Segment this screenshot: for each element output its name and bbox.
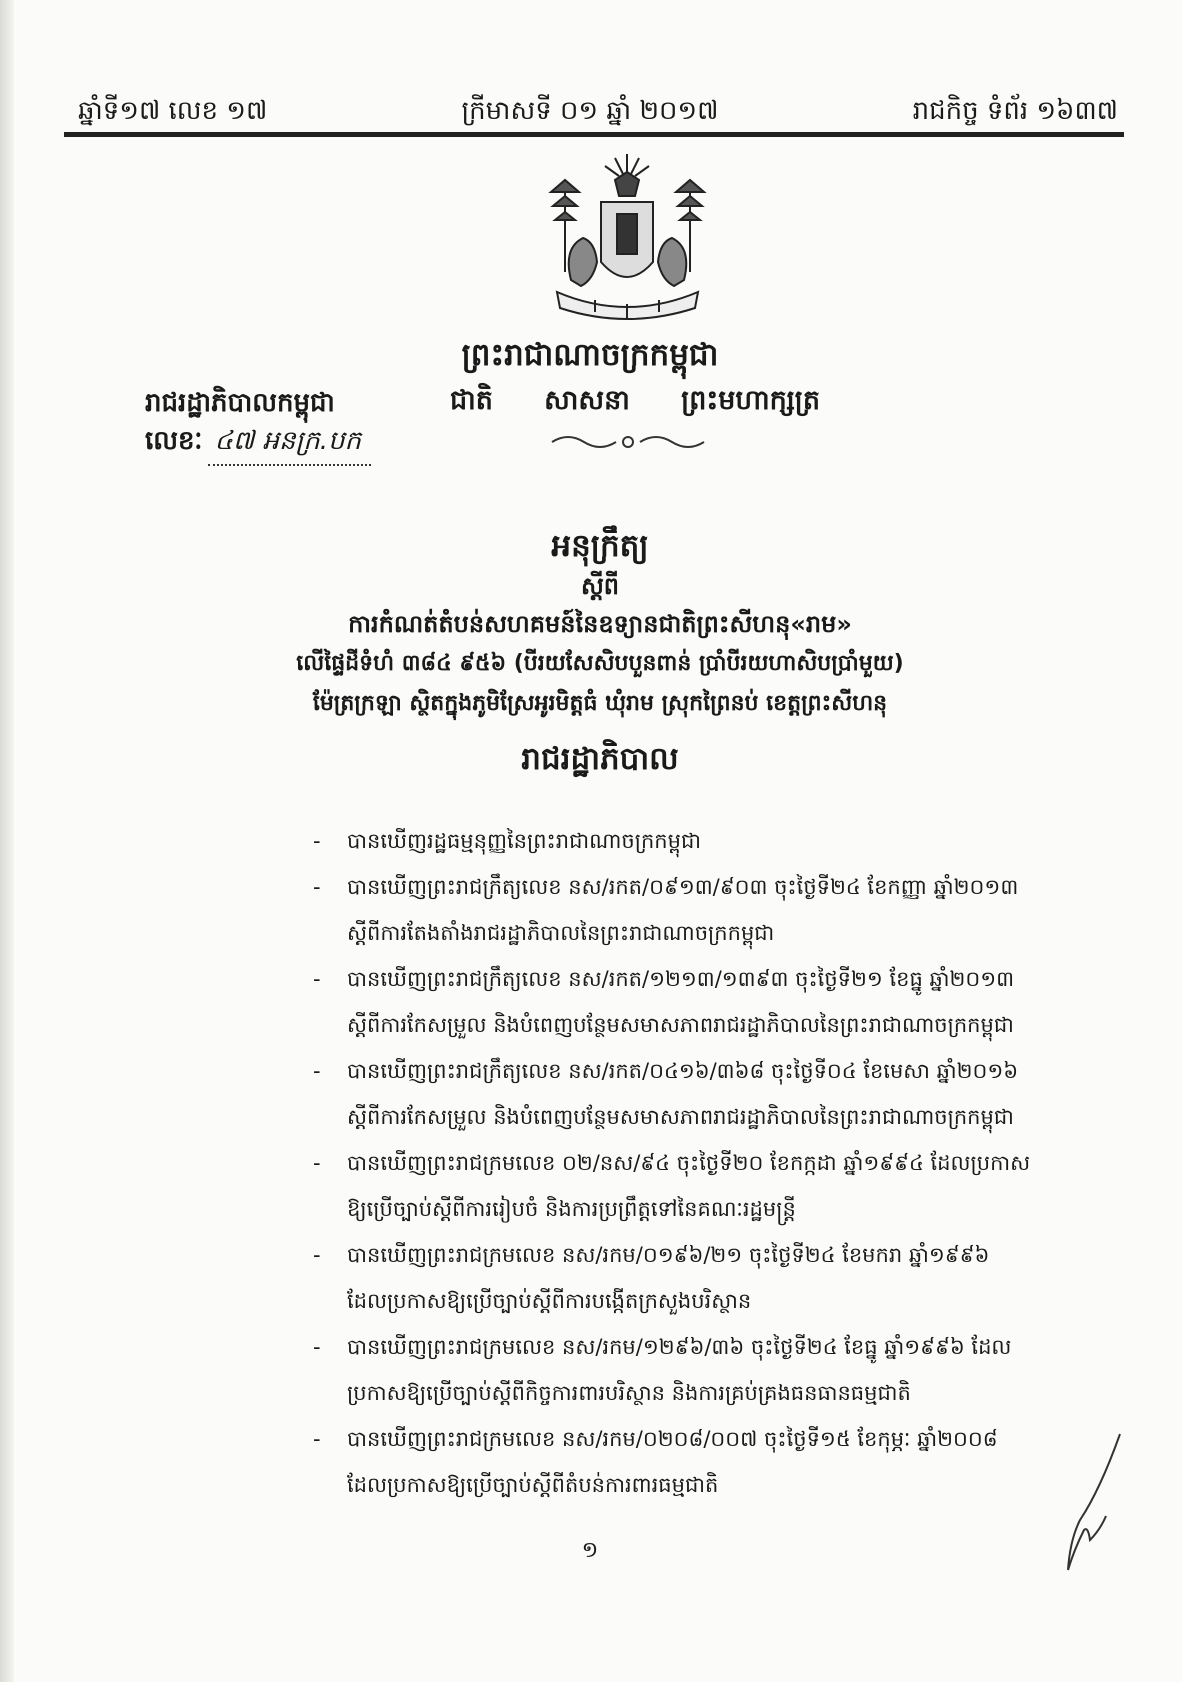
- section-title: រាជរដ្ឋាភិបាល: [521, 741, 679, 777]
- national-motto: [450, 384, 820, 423]
- list-item: - បានឃើញរដ្ឋធម្មនុញ្ញនៃព្រះរាជាណាចក្រកម្ពុជា: [313, 829, 701, 853]
- decree-type: អនុក្រឹត្យ: [551, 528, 649, 564]
- kingdom-name: ព្រះរាជាណាចក្រកម្ពុជា: [461, 337, 719, 373]
- decree-area: លើផ្ទៃដីទំហំ ៣៨៤ ៩៥៦ (បីរយសែសិបបួនពាន់ ប្រាំបីរយហាសិបប្រាំមួយ): [296, 651, 904, 676]
- list-item: - បានឃើញព្រះរាជក្រមលេខ នស/រកម/០១៩៦/២១ ចុះថ្ងៃទី២៤ ខែមករា ឆ្នាំ១៩៩៦ ដែលប្រកាសឱ្យប្រើច្បាប់ស្ដីពីការបង្កើតក្រសួងបរិស្ថាន: [313, 1243, 990, 1313]
- ornament-divider: [548, 432, 708, 452]
- list-item: - បានឃើញព្រះរាជក្រឹត្យលេខ នស/រកត/០៤១៦/៣៦៨ ចុះថ្ងៃទី០៤ ខែមេសា ឆ្នាំ២០១៦ ស្ដីពីការកែសម្រួល និងបំពេញបន្ថែមសមាសភាពរាជរដ្ឋាភិបាលនៃព្រះរាជាណាចក្រកម្ពុជា: [313, 1059, 1019, 1129]
- list-item: - បានឃើញព្រះរាជក្រឹត្យលេខ នស/រកត/០៩១៣/៩០៣ ចុះថ្ងៃទី២៤ ខែកញ្ញា ឆ្នាំ២០១៣ ស្ដីពីការតែងតាំងរាជរដ្ឋាភិបាលនៃព្រះរាជាណាចក្រកម្ពុជា: [313, 875, 1019, 945]
- header-year-issue: ឆ្នាំទី១៧ លេខ ១៧: [78, 96, 268, 126]
- header-page: រាជកិច្ច ទំព័រ ១៦៣៧: [912, 96, 1118, 126]
- list-item: - បានឃើញព្រះរាជក្រមលេខ នស/រកម/០២០៨/០០៧ ចុះថ្ងៃទី១៥ ខែកុម្ភៈ ឆ្នាំ២០០៨ ដែលប្រកាសឱ្យប្រើច្បាប់ស្ដីពីតំបន់ការពារធម្មជាតិ: [313, 1427, 998, 1497]
- decree-location: ម៉ែត្រក្រឡា ស្ថិតក្នុងភូមិស្រែអូរមិត្តធំ ឃុំរាម ស្រុកព្រៃនប់ ខេត្តព្រះសីហនុ: [312, 691, 888, 716]
- issuing-government: រាជរដ្ឋាភិបាលកម្ពុជា: [145, 388, 335, 418]
- header-date: ក្រីមាសទី ០១ ឆ្នាំ ២០១៧: [461, 96, 719, 126]
- decree-title: [250, 524, 950, 724]
- reference-label: លេខៈ: [145, 426, 203, 456]
- scan-edge: [0, 0, 14, 1682]
- motto-nation: ជាតិ: [450, 385, 493, 416]
- list-item: - បានឃើញព្រះរាជក្រឹត្យលេខ នស/រកត/១២១៣/១៣៩៣ ចុះថ្ងៃទី២១ ខែធ្នូ ឆ្នាំ២០១៣ ស្ដីពីការកែសម្រួល និងបំពេញបន្ថែមសមាសភាពរាជរដ្ឋាភិបាលនៃព្រះរាជាណាចក្រកម្ពុជា: [313, 967, 1015, 1037]
- list-item: - បានឃើញព្រះរាជក្រមលេខ ០២/នស/៩៤ ចុះថ្ងៃទី២០ ខែកក្កដា ឆ្នាំ១៩៩៤ ដែលប្រកាស ឱ្យប្រើច្បាប់ស្ដីពីការរៀបចំ និងការប្រព្រឹត្តទៅនៃគណៈរដ្ឋមន្ត្រី: [313, 1151, 1031, 1221]
- header-rule: [64, 132, 1124, 137]
- legal-basis-list: [313, 818, 1083, 1508]
- motto-king: ព្រះមហាក្សត្រ: [681, 385, 820, 416]
- motto-religion: សាសនា: [544, 385, 630, 416]
- reference-value: ៤៧ អនក្រ.បក: [208, 424, 371, 466]
- list-item: - បានឃើញព្រះរាជក្រមលេខ នស/រកម/១២៩៦/៣៦ ចុះថ្ងៃទី២៤ ខែធ្នូ ឆ្នាំ១៩៩៦ ដែល ប្រកាសឱ្យប្រើច្បាប់ស្ដីពីកិច្ចការពារបរិស្ថាន និងការគ្រប់គ្រងធនធានធម្មជាតិ: [313, 1335, 1012, 1405]
- gazette-header: [78, 82, 1118, 132]
- decree-on: ស្ដីពី: [580, 572, 620, 600]
- handwritten-initial-icon: [1040, 1430, 1130, 1580]
- page-number: ១: [581, 1538, 599, 1563]
- reference-number: [145, 424, 371, 466]
- royal-coat-of-arms-icon: [535, 152, 720, 327]
- decree-subject: ការកំណត់តំបន់សហគមន៍នៃឧទ្យានជាតិព្រះសីហនុ«រាម»: [348, 610, 852, 638]
